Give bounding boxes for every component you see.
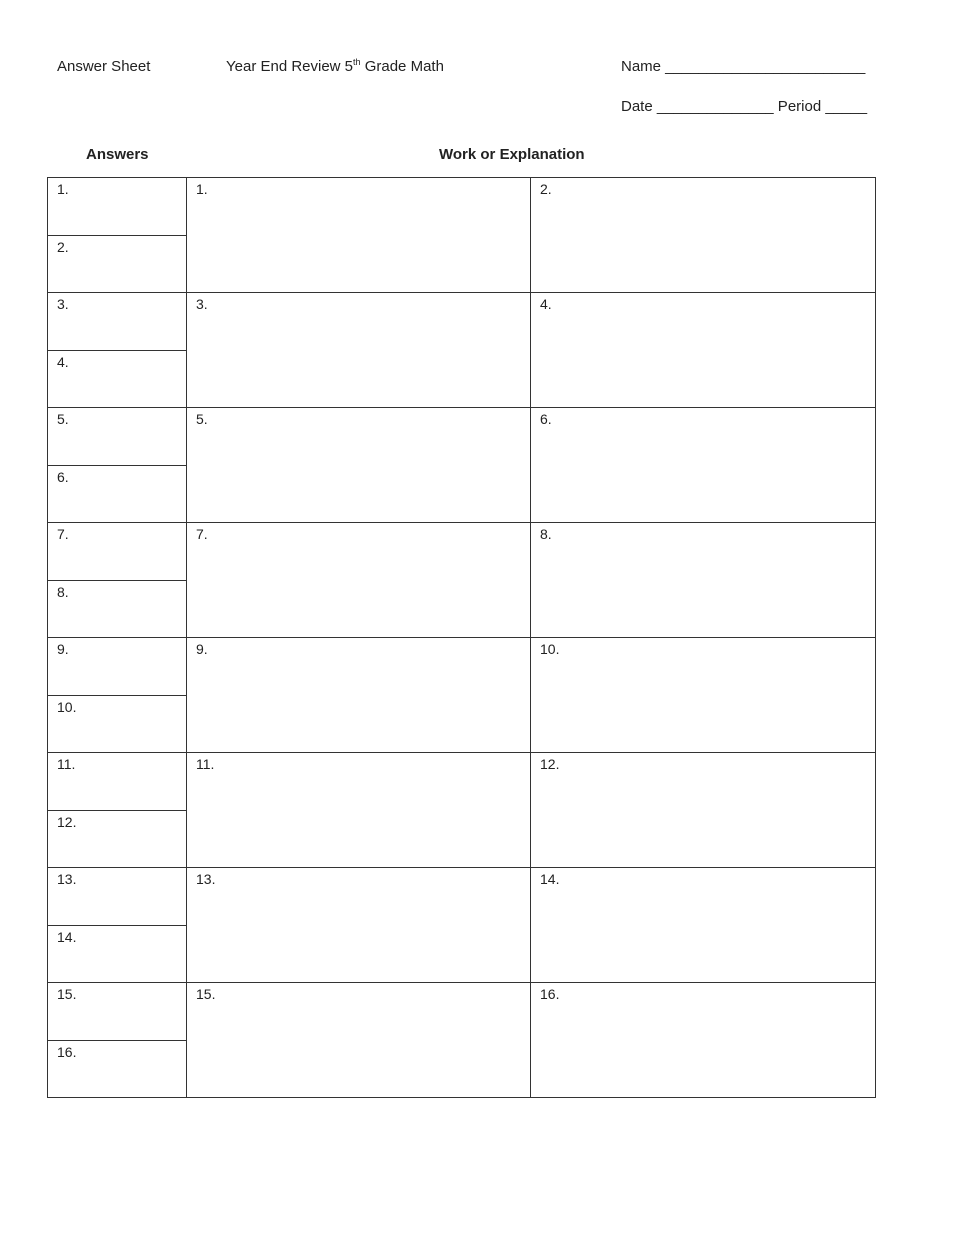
work-cell[interactable] — [531, 868, 876, 983]
page-title — [226, 58, 444, 76]
work-cell[interactable] — [187, 178, 531, 293]
answer-cell[interactable] — [48, 465, 187, 523]
work-cell[interactable] — [187, 523, 531, 638]
table-row — [48, 178, 876, 236]
question-number: 13. — [57, 871, 77, 887]
work-cell[interactable] — [531, 293, 876, 408]
title-superscript: th — [353, 57, 361, 67]
question-number: 3. — [196, 296, 208, 312]
question-number: 14. — [57, 928, 77, 945]
question-number: 1. — [196, 181, 208, 197]
answer-sheet-label: Answer Sheet — [57, 58, 151, 75]
question-number: 9. — [57, 641, 69, 657]
work-column-heading: Work or Explanation — [439, 146, 585, 163]
question-number: 10. — [540, 641, 560, 657]
answer-cell[interactable] — [48, 235, 187, 293]
question-number: 8. — [540, 526, 552, 542]
question-number: 16. — [57, 1043, 77, 1060]
work-cell[interactable] — [531, 638, 876, 753]
question-number: 7. — [57, 526, 69, 542]
work-cell[interactable] — [187, 753, 531, 868]
question-number: 5. — [196, 411, 208, 427]
answer-cell[interactable] — [48, 810, 187, 868]
table-row — [48, 293, 876, 351]
answer-cell[interactable] — [48, 408, 187, 466]
question-number: 11. — [57, 756, 76, 772]
question-number: 3. — [57, 296, 69, 312]
date-period-field[interactable]: Date ______________ Period _____ — [621, 98, 868, 115]
question-number: 1. — [57, 181, 69, 197]
answer-cell[interactable] — [48, 925, 187, 983]
table-row — [48, 408, 876, 466]
work-cell[interactable] — [187, 983, 531, 1098]
table-row — [48, 638, 876, 696]
question-number: 9. — [196, 641, 208, 657]
question-number: 8. — [57, 583, 69, 600]
answer-cell[interactable] — [48, 350, 187, 408]
work-cell[interactable] — [187, 868, 531, 983]
question-number: 15. — [196, 986, 216, 1002]
answer-cell[interactable] — [48, 638, 187, 696]
answer-cell[interactable] — [48, 523, 187, 581]
question-number: 4. — [540, 296, 552, 312]
question-number: 10. — [57, 698, 77, 715]
question-number: 13. — [196, 871, 216, 887]
answer-cell[interactable] — [48, 580, 187, 638]
question-number: 4. — [57, 353, 69, 370]
answer-cell[interactable] — [48, 695, 187, 753]
title-prefix: Year End Review 5 — [226, 58, 354, 75]
question-number: 6. — [540, 411, 552, 427]
table-row — [48, 523, 876, 581]
question-number: 5. — [57, 411, 69, 427]
answer-cell[interactable] — [48, 868, 187, 926]
answers-column-heading: Answers — [86, 146, 149, 163]
answer-cell[interactable] — [48, 1040, 187, 1098]
table-row — [48, 753, 876, 811]
question-number: 6. — [57, 468, 69, 485]
question-number: 14. — [540, 871, 560, 887]
work-cell[interactable] — [531, 523, 876, 638]
work-cell[interactable] — [187, 408, 531, 523]
question-number: 15. — [57, 986, 77, 1002]
answer-cell[interactable] — [48, 983, 187, 1041]
question-number: 16. — [540, 986, 560, 1002]
work-cell[interactable] — [187, 638, 531, 753]
answer-cell[interactable] — [48, 293, 187, 351]
question-number: 12. — [540, 756, 560, 772]
work-cell[interactable] — [531, 178, 876, 293]
name-field[interactable]: Name ________________________ — [621, 58, 866, 75]
answer-table — [47, 177, 876, 1098]
work-cell[interactable] — [531, 983, 876, 1098]
work-cell[interactable] — [531, 408, 876, 523]
answer-cell[interactable] — [48, 178, 187, 236]
table-row — [48, 983, 876, 1041]
answer-cell[interactable] — [48, 753, 187, 811]
work-cell[interactable] — [531, 753, 876, 868]
question-number: 11. — [196, 756, 215, 772]
question-number: 2. — [540, 181, 552, 197]
question-number: 7. — [196, 526, 208, 542]
table-row — [48, 868, 876, 926]
question-number: 12. — [57, 813, 77, 830]
work-cell[interactable] — [187, 293, 531, 408]
title-suffix: Grade Math — [360, 58, 444, 75]
question-number: 2. — [57, 238, 69, 255]
